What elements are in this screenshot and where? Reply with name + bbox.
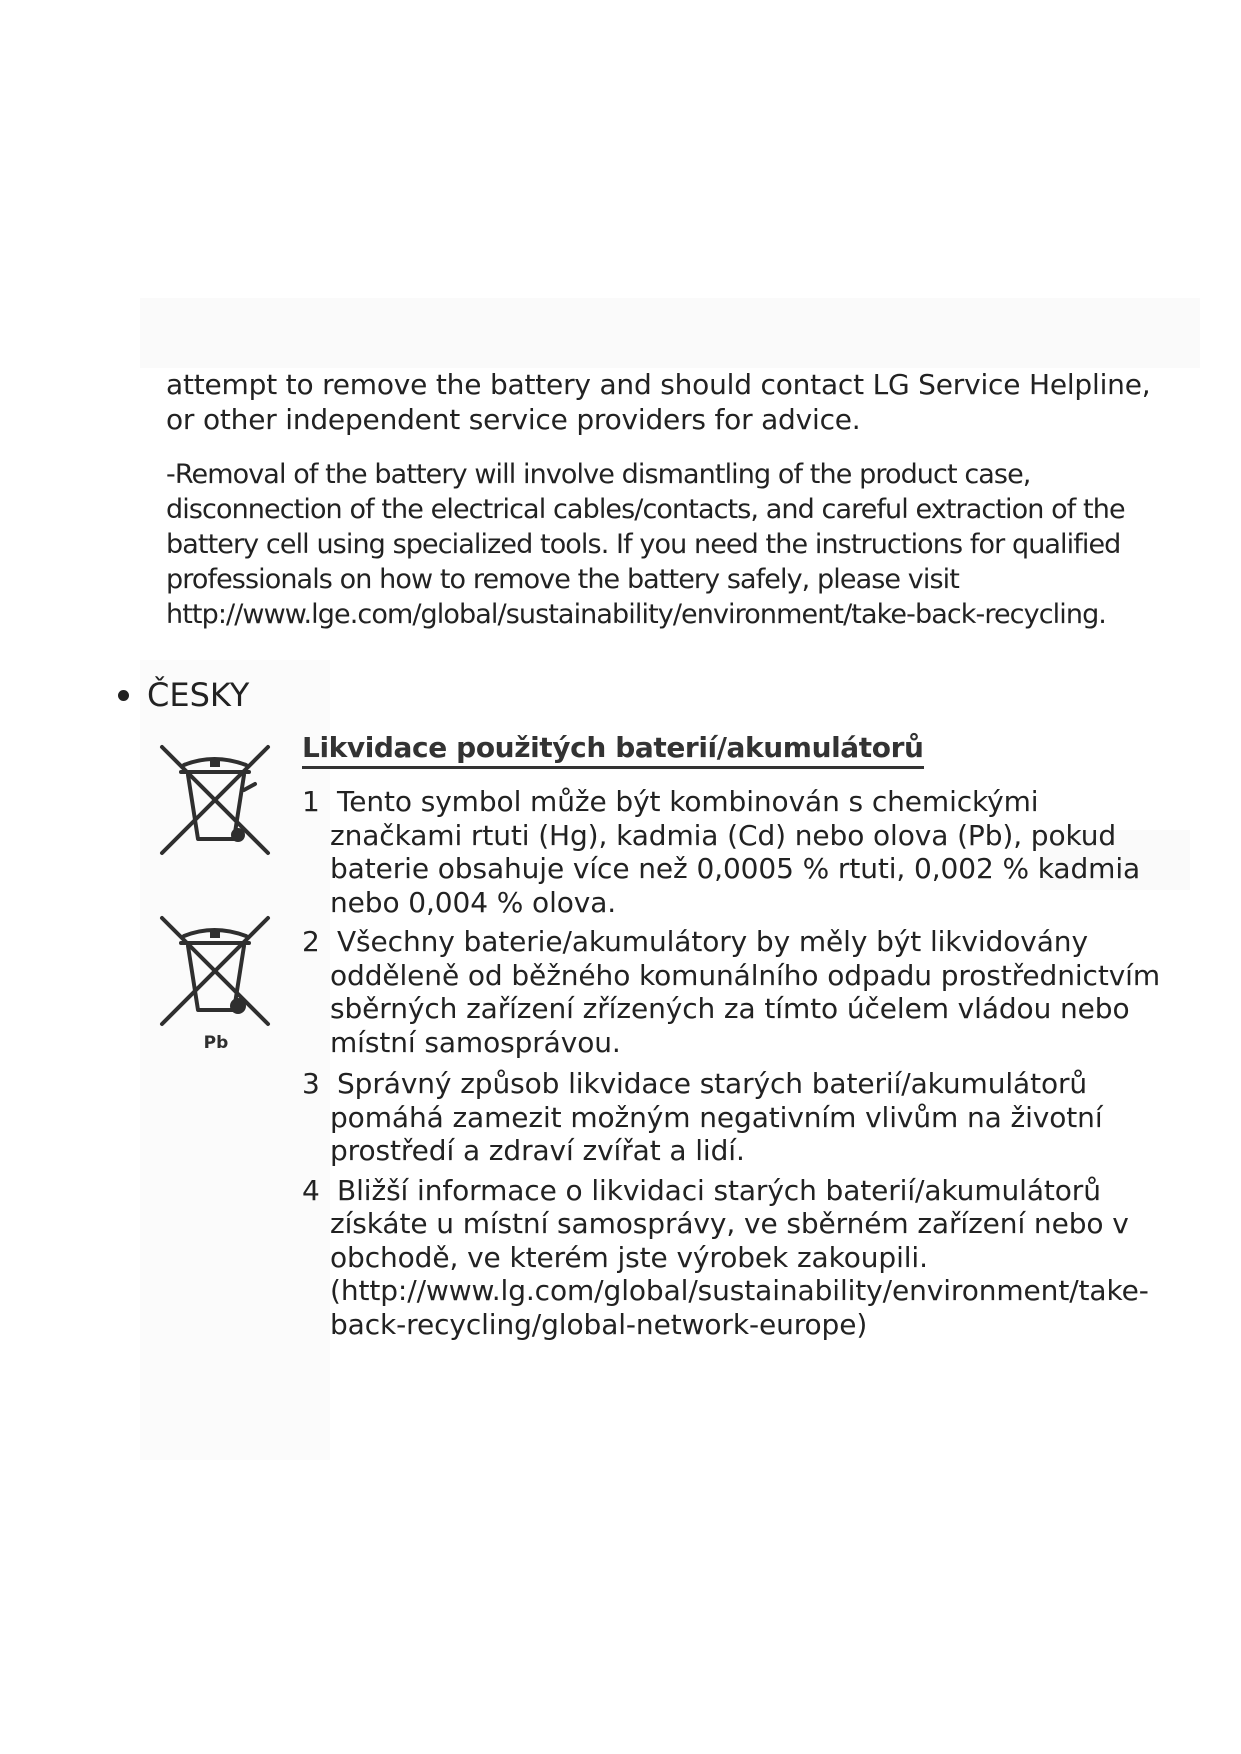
battery-disposal-title: Likvidace použitých baterií/akumulátorů [302,731,924,769]
scan-shadow [140,298,1200,368]
section-heading [118,676,249,714]
item-text: Správný způsob likvidace starých baterií/akumulátorů pomáhá zamezit možným negativním vlivům na životní prostředí a zdraví zvířat a lidí. [330,1067,1103,1167]
item-text: Tento symbol může být kombinován s chemickými značkami rtuti (Hg), kadmia (Cd) nebo olova (Pb), pokud baterie obsahuje více než 0,0005 % rtuti, 0,002 % kadmia nebo 0,004 % olova. [330,785,1141,919]
list-item [302,1174,1162,1342]
intro-paragraph: attempt to remove the battery and should contact LG Service Helpline, or other independent service providers for advice. [166,368,1151,436]
crossed-out-wheelie-bin-pb-icon [154,908,278,1056]
list-item [302,785,1162,919]
list-item [302,925,1162,1059]
intro-text [166,367,1166,632]
item-text: Všechny baterie/akumulátory by měly být likvidovány odděleně od běžného komunálního odpadu prostřednictvím sběrných zařízení zřízených za tímto účelem vládou nebo místní samosprávou. [330,925,1161,1059]
section-heading-text: ČESKY [147,676,250,714]
pb-label: Pb [203,1033,229,1053]
item-text: Bližší informace o likvidaci starých baterií/akumulátorů získáte u místní samosprávy, ve sběrném zařízení nebo v obchodě, ve kterém jste výrobek zakoupili. (http://www.lg.com/global/sustainability/environment/take-back-recycling/global-network-europe) [330,1173,1149,1341]
removal-paragraph: -Removal of the battery will involve dismantling of the product case, disconnection of the electrical cables/contacts, and careful extraction of the battery cell using specialized tools. If you need the instructions for qualified professionals on how to remove the battery safely, please visit http://www.lge.com/global/sustainability/environment/take-back-recycling. [166,459,1125,630]
item-number: 1 [302,785,320,818]
bullet-icon [118,690,129,701]
item-number: 3 [302,1067,320,1100]
list-item [302,1067,1162,1168]
item-number: 2 [302,925,320,958]
item-number: 4 [302,1173,320,1207]
disposal-list [302,785,1162,1347]
crossed-out-wheelie-bin-icon [154,735,278,865]
